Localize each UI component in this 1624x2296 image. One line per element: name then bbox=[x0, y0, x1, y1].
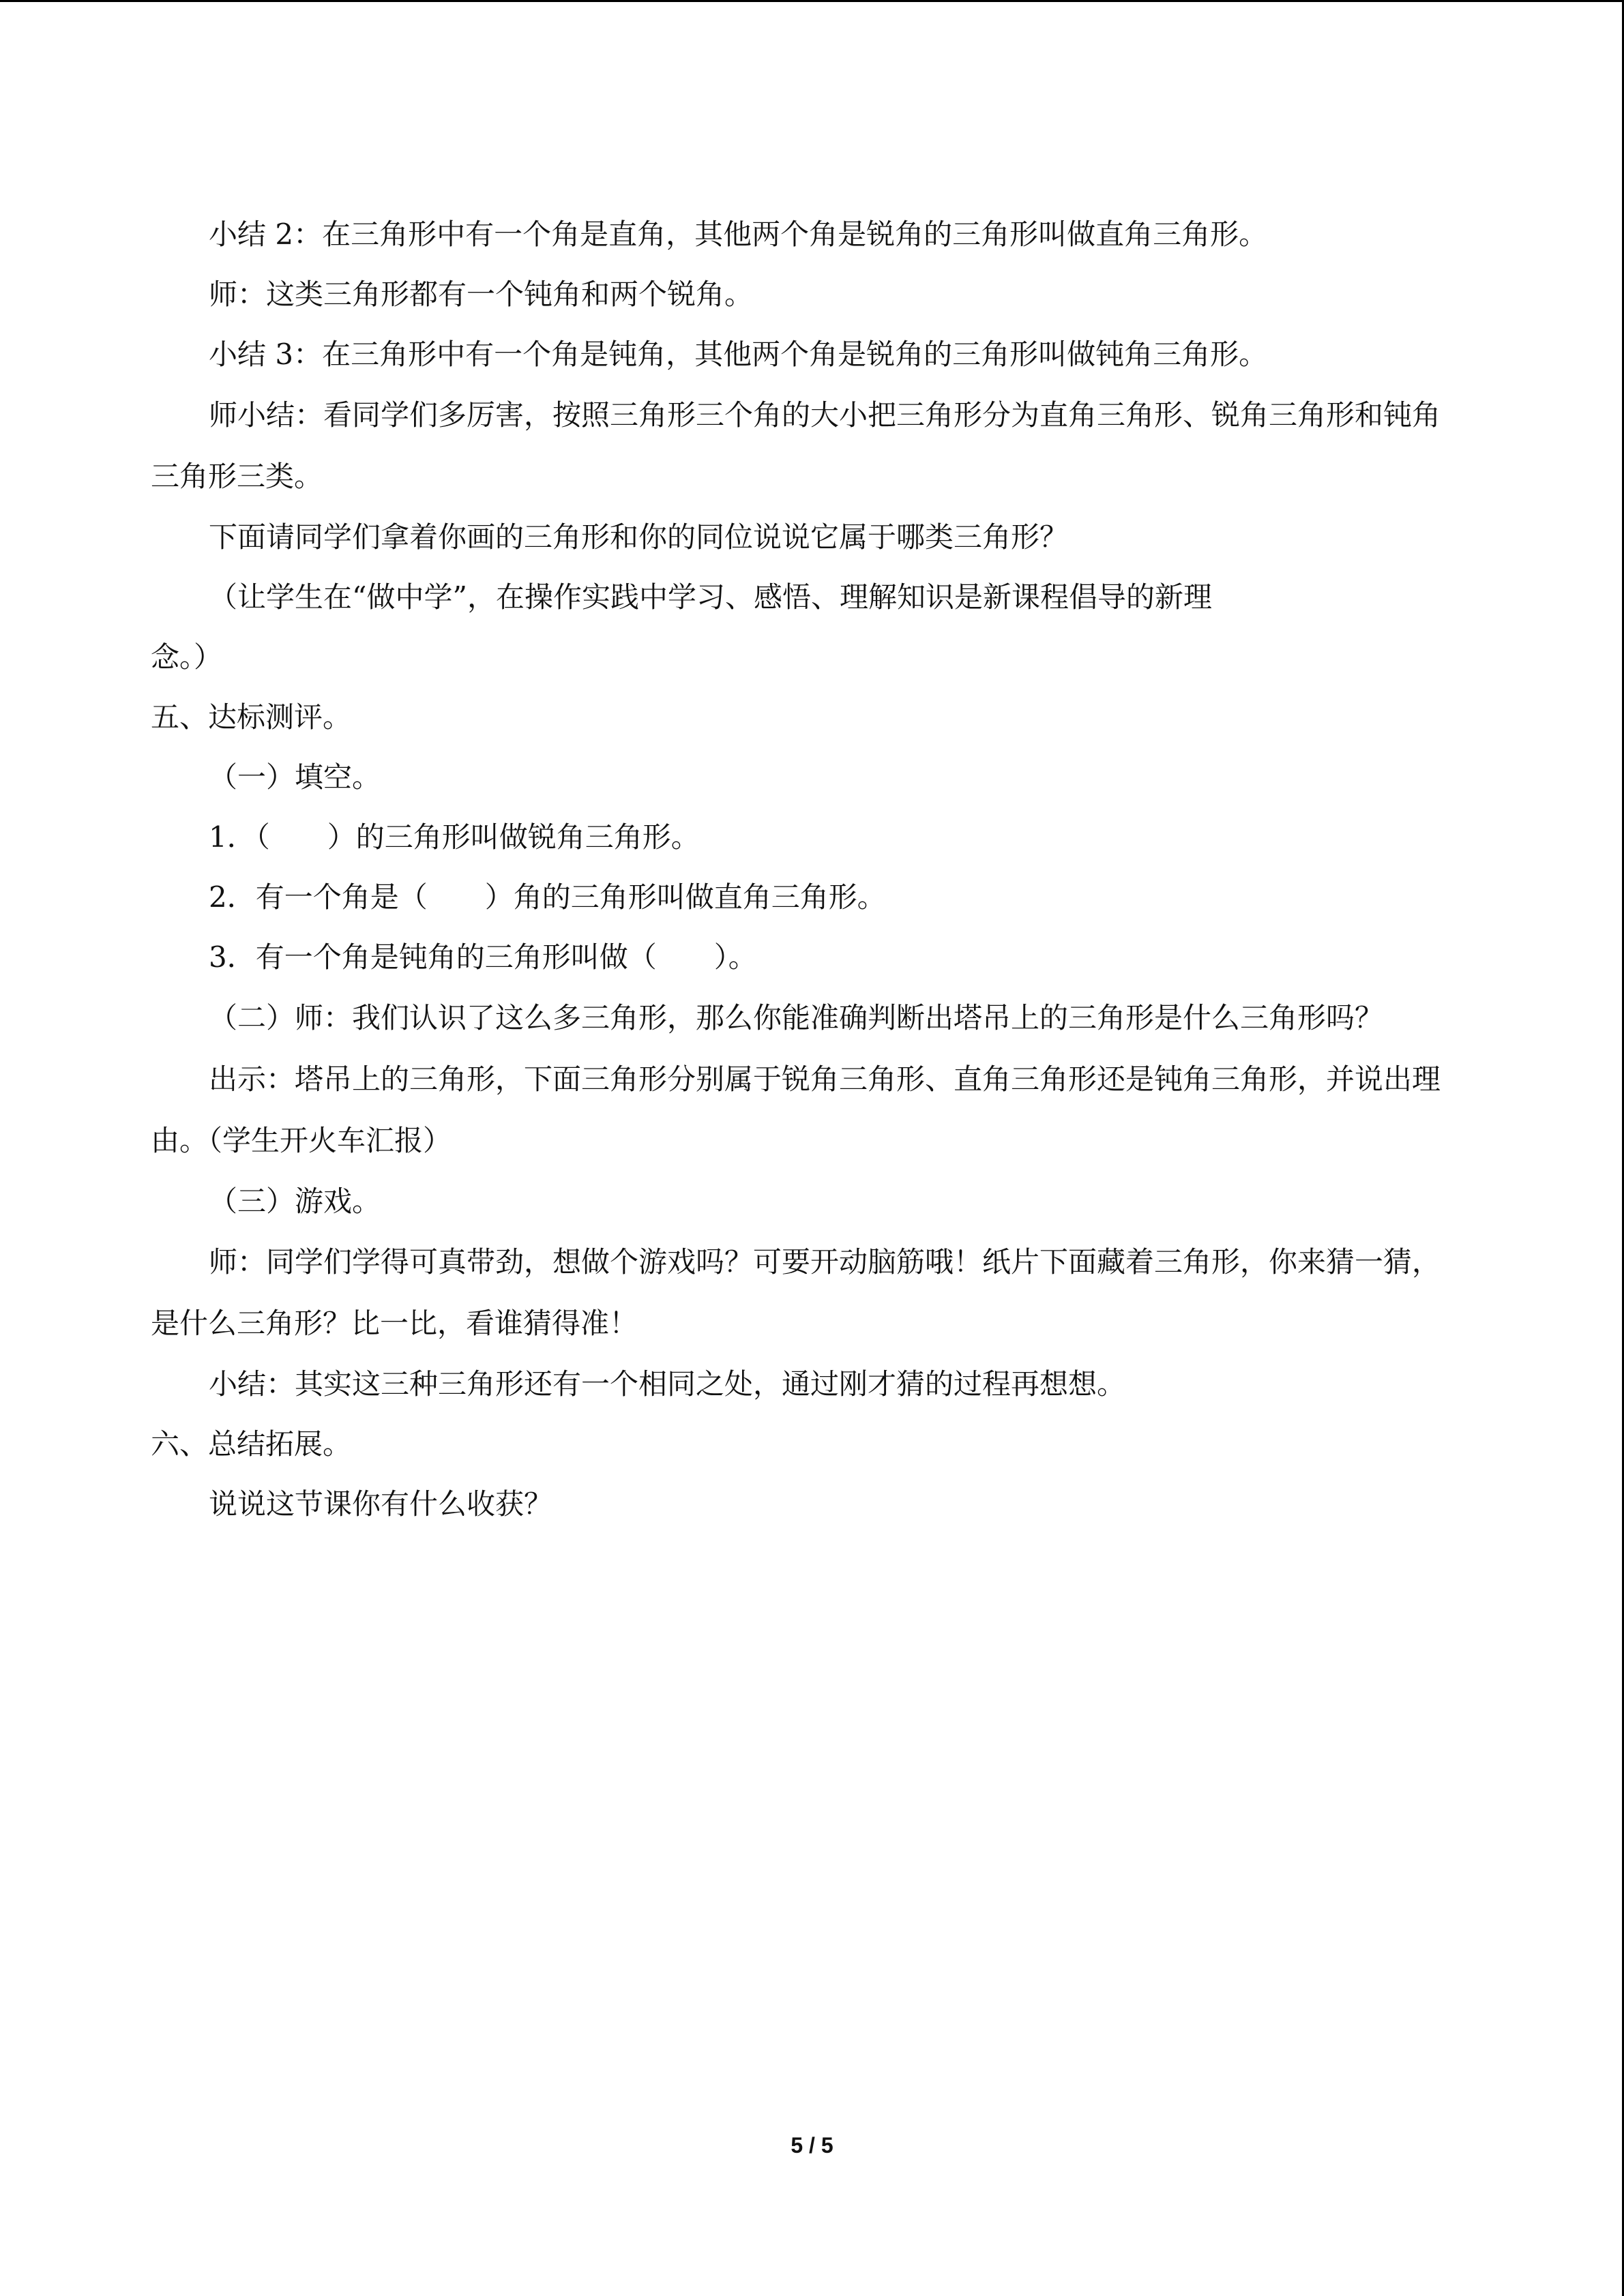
game-instructions: 师：同学们学得可真带劲，想做个游戏吗？可要开动脑筋哦！纸片下面藏着三角形，你来猜一猜，是什么三角形？比一比，看谁猜得准！ bbox=[151, 1245, 1441, 1340]
wrap-up-question: 说说这节课你有什么收获？ bbox=[209, 1487, 553, 1521]
section-heading-wrap-up: 六、总结拓展。 bbox=[151, 1427, 352, 1461]
subsection-tower-crane: （二）师：我们认识了这么多三角形，那么你能准确判断出塔吊上的三角形是什么三角形吗？ bbox=[209, 1001, 1384, 1034]
summary-3: 小结 3：在三角形中有一个角是钝角，其他两个角是锐角的三角形叫做钝角三角形。 bbox=[209, 338, 1268, 371]
learning-by-doing-note: （让学生在“做中学”，在操作实践中学习、感悟、理解知识是新课程倡导的新理 bbox=[209, 580, 1212, 614]
subsection-game: （三）游戏。 bbox=[209, 1184, 381, 1218]
section-heading-assessment: 五、达标测评。 bbox=[151, 700, 352, 734]
tower-crane-exercise: 出示：塔吊上的三角形，下面三角形分别属于锐角三角形、直角三角形还是钝角三角形，并说出理由。（学生开火车汇报） bbox=[151, 1062, 1441, 1157]
summary-2: 小结 2：在三角形中有一个角是直角，其他两个角是锐角的三角形叫做直角三角形。 bbox=[209, 218, 1268, 251]
fill-blank-item-2: 2．有一个角是（ ）角的三角形叫做直角三角形。 bbox=[209, 880, 886, 914]
subsection-fill-blank: （一）填空。 bbox=[209, 760, 381, 794]
page-number: 5 / 5 bbox=[791, 2133, 833, 2158]
partner-activity: 下面请同学们拿着你画的三角形和你的同位说说它属于哪类三角形？ bbox=[209, 520, 1069, 554]
fill-blank-item-3: 3．有一个角是钝角的三角形叫做（ ）。 bbox=[209, 940, 757, 974]
top-border-line bbox=[0, 0, 1624, 2]
fill-blank-item-1: 1．（ ）的三角形叫做锐角三角形。 bbox=[209, 820, 700, 854]
learning-by-doing-note-end: 念。） bbox=[151, 640, 223, 674]
teacher-summary: 师小结：看同学们多厉害，按照三角形三个角的大小把三角形分为直角三角形、锐角三角形和钝角三角形三类。 bbox=[151, 398, 1441, 493]
teacher-remark-obtuse: 师：这类三角形都有一个钝角和两个锐角。 bbox=[209, 278, 754, 311]
game-summary: 小结：其实这三种三角形还有一个相同之处，通过刚才猜的过程再想想。 bbox=[209, 1367, 1126, 1401]
document-body bbox=[151, 205, 1467, 1534]
